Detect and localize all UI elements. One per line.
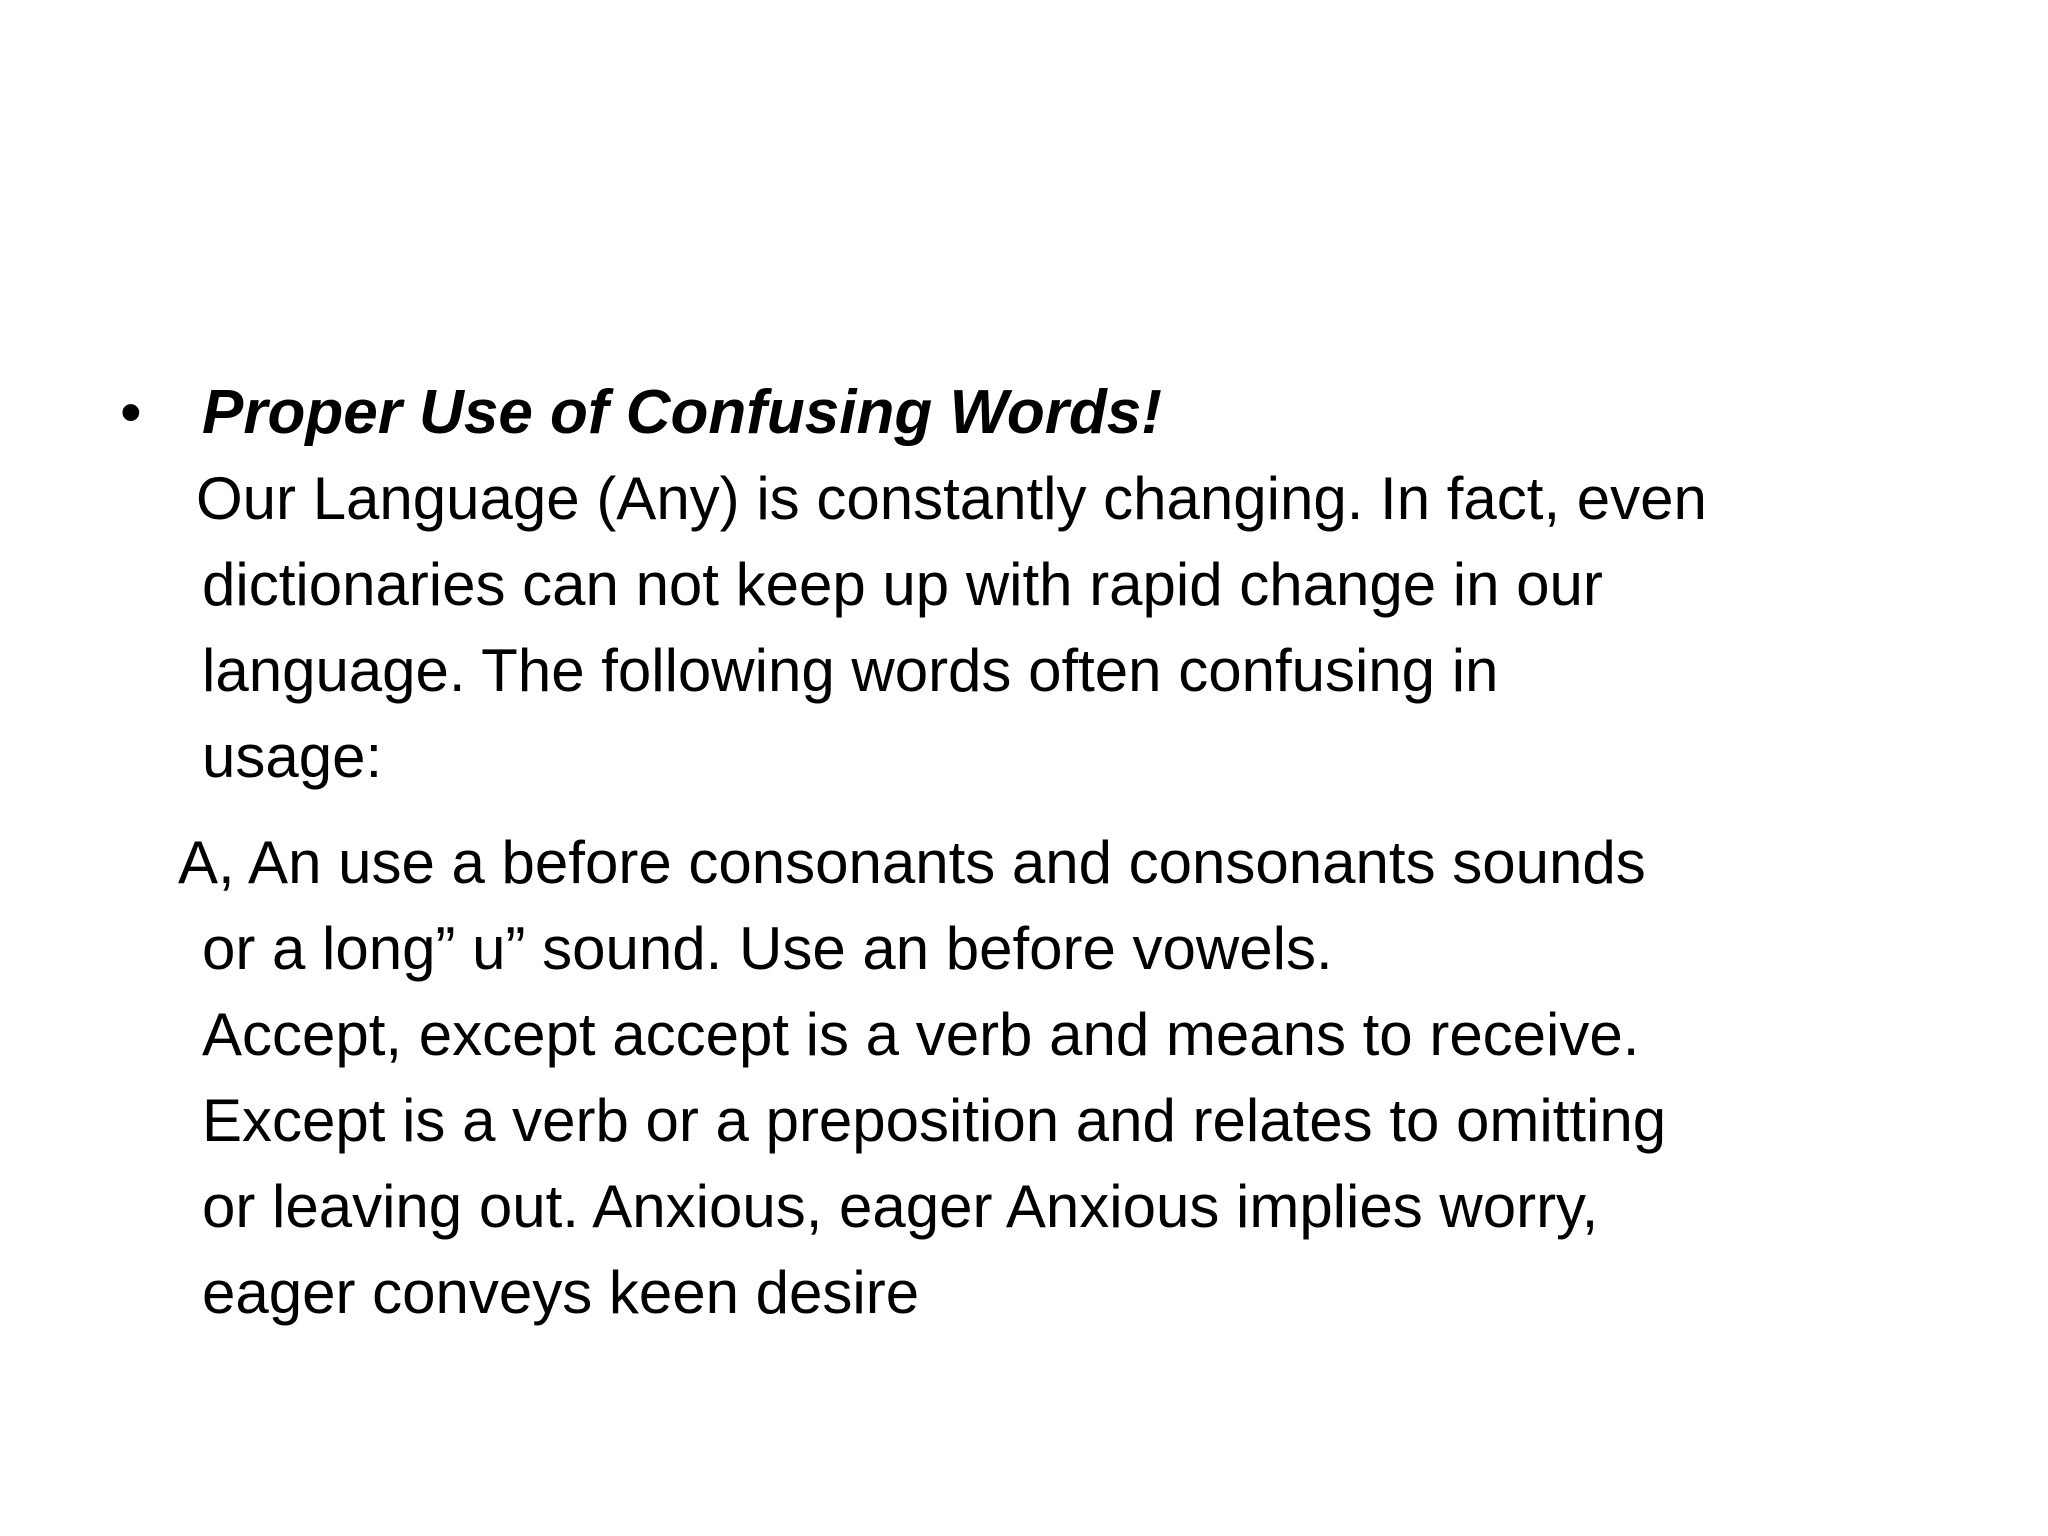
paragraph-line: or a long” u” sound. Use an before vowels. — [202, 915, 1333, 982]
paragraph-line: eager conveys keen desire — [202, 1259, 920, 1326]
paragraph-line: language. The following words often confusing in — [202, 637, 1499, 704]
paragraph-line: or leaving out. Anxious, eager Anxious implies worry, — [202, 1173, 1599, 1240]
slide-heading: Proper Use of Confusing Words! — [202, 378, 1162, 447]
paragraph-line: usage: — [202, 723, 383, 790]
paragraph-line: A, An use a before consonants and consonants sounds — [178, 829, 1646, 896]
slide-content — [120, 370, 1960, 1326]
bullet-item — [120, 370, 1960, 456]
paragraph-line: Accept, except accept is a verb and means to receive. — [202, 1001, 1640, 1068]
paragraph-line: Except is a verb or a preposition and relates to omitting — [202, 1087, 1667, 1154]
paragraph-line: Our Language (Any) is constantly changing. In fact, even — [196, 465, 1707, 532]
paragraph-line: dictionaries can not keep up with rapid change in our — [202, 551, 1603, 618]
bullet-icon: • — [120, 378, 142, 447]
